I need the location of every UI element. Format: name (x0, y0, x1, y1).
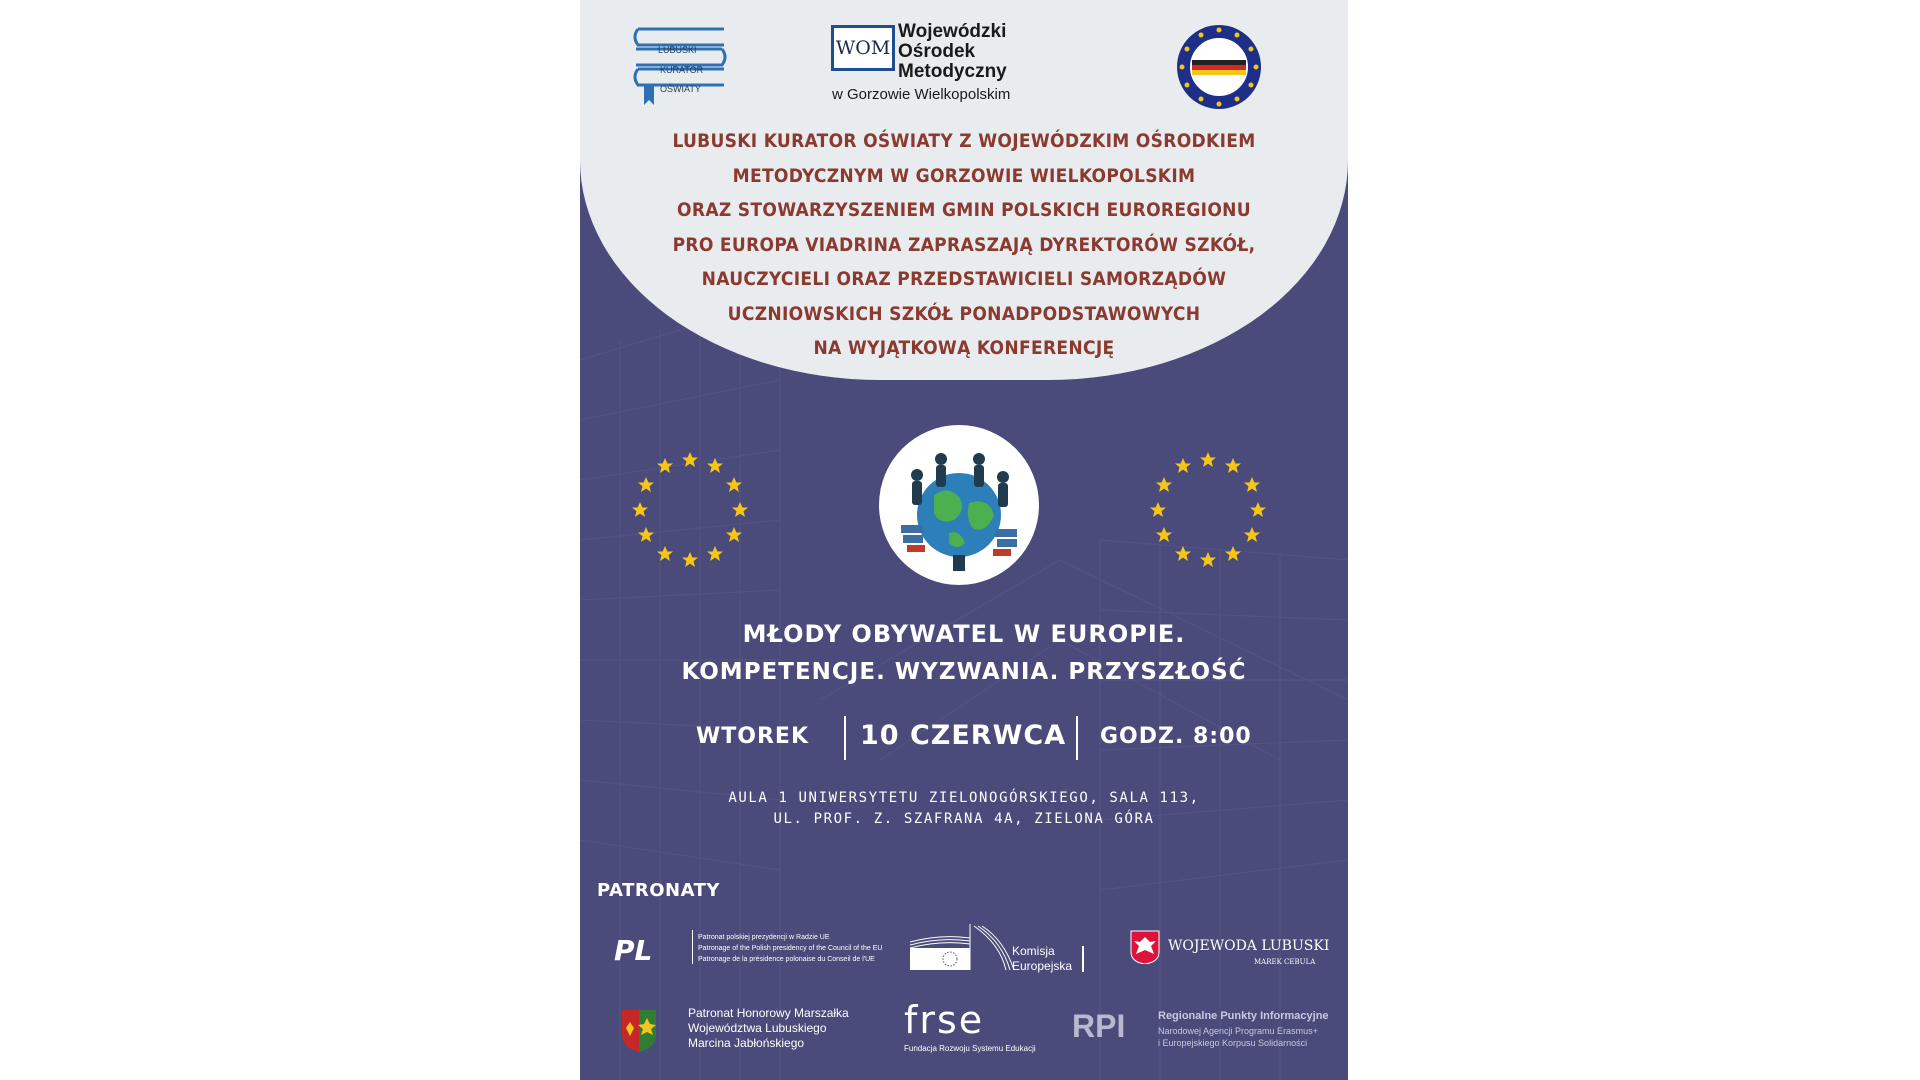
presidency-text-pl: Patronat polskiej prezydencji w Radzie UE (698, 934, 830, 941)
poster (580, 0, 1348, 1080)
presidency-text-en: Patronage of the Polish presidency of the Council of the EU (698, 945, 883, 952)
commission-line-1: Komisja (1012, 944, 1055, 958)
event-title-line-1: MŁODY OBYWATEL W EUROPIE. (742, 620, 1186, 648)
globe-people-icon (879, 425, 1039, 585)
wojewoda-name: MAREK CEBULA (1254, 958, 1316, 966)
kurator-line-1: LUBUSKI (658, 45, 697, 55)
wojewoda-title: WOJEWODA LUBUSKI (1168, 938, 1330, 954)
divider (1076, 716, 1078, 760)
marszalek-line-1: Patronat Honorowy Marszałka (688, 1006, 849, 1020)
divider (692, 930, 693, 964)
kurator-line-2: KURATOR (660, 65, 704, 75)
rpi-logo (1072, 1008, 1342, 1058)
event-time: GODZ. 8:00 (1100, 724, 1252, 749)
wom-name-line: Metodyczny (898, 61, 1007, 82)
presidency-mark-icon (612, 932, 684, 968)
divider (844, 716, 846, 760)
event-address-line-1: AULA 1 UNIWERSYTETU ZIELONOGÓRSKIEGO, SALA 113, (728, 790, 1200, 806)
wom-logo-box (831, 25, 895, 71)
polish-eagle-emblem-icon (1130, 930, 1160, 964)
globe-illustration (879, 425, 1039, 585)
wom-name-line: Ośrodek (898, 41, 976, 62)
kurator-logo (630, 25, 730, 111)
presidency-mark: PL (614, 934, 653, 967)
divider (1082, 946, 1084, 972)
presidency-text-fr: Patronage de la présidence polonaise du Conseil de l'UE (698, 956, 875, 963)
kurator-line-3: OŚWIATY (660, 84, 701, 94)
lubuskie-coat-of-arms-icon (620, 1008, 658, 1054)
rpi-line-2: i Europejskiego Korpusu Solidarności (1158, 1038, 1308, 1048)
intro-line: NA WYJĄTKOWĄ KONFERENCJĘ (813, 337, 1115, 359)
rpi-mark: RPI (1072, 1008, 1126, 1044)
invitation-text (620, 124, 1308, 366)
marszalek-line-3: Marcina Jabłońskiego (688, 1036, 805, 1050)
eu-stars-left-icon (630, 450, 750, 570)
event-title-line-2: KOMPETENCJE. WYZWANIA. PRZYSZŁOŚĆ (681, 659, 1247, 685)
event-date: 10 CZERWCA (860, 720, 1067, 751)
intro-line: ORAZ STOWARZYSZENIEM GMIN POLSKICH EUROREGIONU (677, 199, 1251, 221)
wom-name (898, 22, 1007, 82)
viadrina-seal (1176, 24, 1262, 110)
intro-line: UCZNIOWSKICH SZKÓŁ PONADPODSTAWOWYCH (727, 302, 1201, 325)
frse-caption: Fundacja Rozwoju Systemu Edukacji (904, 1044, 1036, 1053)
wom-city: w Gorzowie Wielkopolskim (832, 86, 1011, 103)
marszalek-line-2: Województwa Lubuskiego (688, 1021, 827, 1035)
frse-mark: frse (904, 998, 985, 1042)
commission-line-2: Europejska (1012, 959, 1073, 973)
viadrina-label (1184, 120, 1196, 121)
wom-name-line: Wojewódzki (898, 21, 1007, 42)
commission-building-icon (910, 924, 1020, 972)
patronage-heading: PATRONATY (597, 880, 720, 901)
presidency-logo (612, 928, 883, 972)
rpi-title: Regionalne Punkty Informacyjne (1158, 1010, 1329, 1022)
intro-line: PRO EUROPA VIADRINA ZAPRASZAJĄ DYREKTORÓW SZKÓŁ, (672, 233, 1256, 256)
intro-line: METODYCZNYM W GORZOWIE WIELKOPOLSKIM (732, 164, 1196, 187)
event-weekday: WTOREK (696, 724, 809, 749)
event-address-line-2: UL. PROF. Z. SZAFRANA 4A, ZIELONA GÓRA (773, 811, 1155, 827)
marszalek-logo (620, 1006, 870, 1056)
wojewoda-logo (1130, 930, 1330, 974)
intro-line: NAUCZYCIELI ORAZ PRZEDSTAWICIELI SAMORZĄDÓW (701, 268, 1227, 290)
intro-line: LUBUSKI KURATOR OŚWIATY Z WOJEWÓDZKIM OŚRODKIEM (672, 130, 1256, 152)
commission-logo (910, 924, 1100, 974)
rpi-line-1: Narodowej Agencji Programu Erasmus+ (1158, 1026, 1318, 1036)
viadrina-seal-icon (1176, 24, 1262, 110)
frse-logo (904, 998, 1054, 1058)
eu-stars-right-icon (1148, 450, 1268, 570)
wom-abbrev: WOM (835, 37, 891, 59)
